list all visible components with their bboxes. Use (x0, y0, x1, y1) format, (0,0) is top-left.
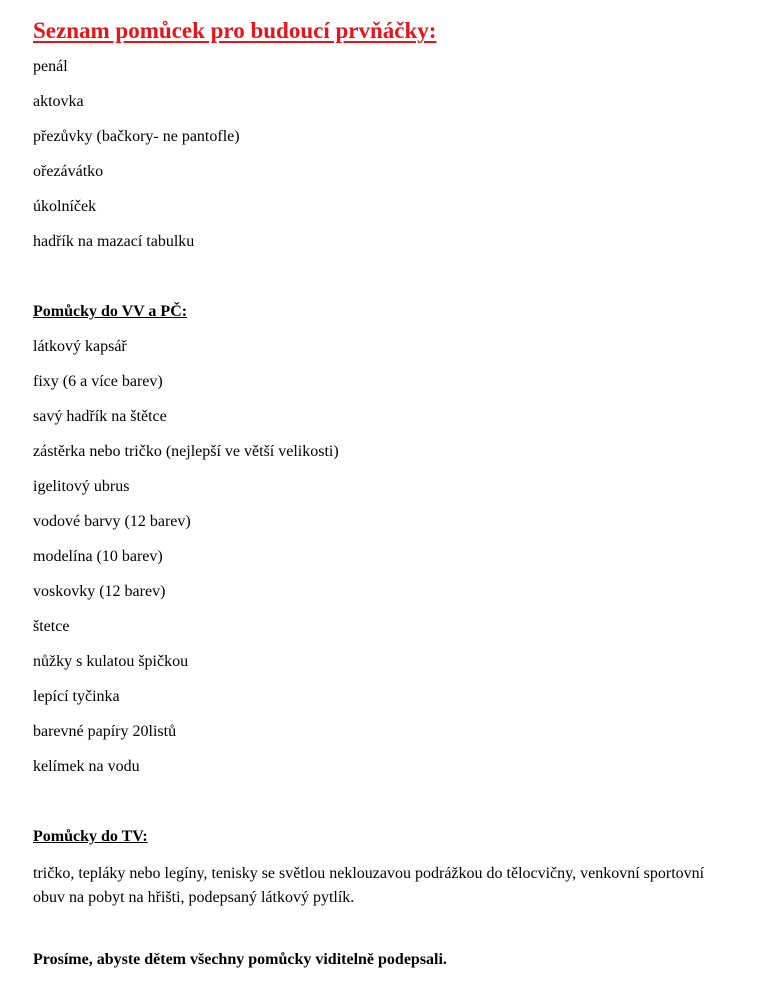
list-item: igelitový ubrus (33, 478, 130, 495)
list-item: úkolníček (33, 198, 97, 215)
list-item: savý hadřík na štětce (33, 408, 167, 425)
list-item: látkový kapsář (33, 338, 127, 355)
list-item: voskovky (12 barev) (33, 583, 166, 600)
list-item: vodové barvy (12 barev) (33, 513, 191, 530)
section-spacer (33, 910, 738, 950)
list-item: lepící tyčinka (33, 688, 120, 705)
document-title: Seznam pomůcek pro budoucí prvňáčky: (33, 18, 437, 43)
document-page (33, 14, 738, 969)
list-item: hadřík na mazací tabulku (33, 233, 195, 250)
list-item: barevné papíry 20listů (33, 723, 177, 740)
list-item: kelímek na vodu (33, 758, 140, 775)
general-items-list (33, 57, 738, 251)
list-item: fixy (6 a více barev) (33, 373, 163, 390)
list-item: štetce (33, 618, 70, 635)
section-spacer (33, 267, 738, 302)
section-spacer (33, 792, 738, 827)
list-item: ořezávátko (33, 163, 104, 180)
art-section-heading: Pomůcky do VV a PČ: (33, 303, 188, 320)
list-item: zástěrka nebo tričko (nejlepší ve větší velikosti) (33, 443, 339, 460)
list-item: penál (33, 58, 68, 75)
list-item: nůžky s kulatou špičkou (33, 653, 189, 670)
list-item: modelína (10 barev) (33, 548, 163, 565)
closing-note: Prosíme, abyste dětem všechny pomůcky viditelně podepsali. (33, 951, 447, 968)
pe-section-text: tričko, tepláky nebo legíny, tenisky se světlou neklouzavou podrážkou do tělocvičny, venkovní sportovní obuv na pobyt na hřišti, podepsaný látkový pytlík. (33, 865, 705, 906)
list-item: přezůvky (bačkory- ne pantofle) (33, 128, 240, 145)
list-item: aktovka (33, 93, 84, 110)
pe-section-heading: Pomůcky do TV: (33, 828, 148, 845)
art-items-list (33, 337, 738, 776)
